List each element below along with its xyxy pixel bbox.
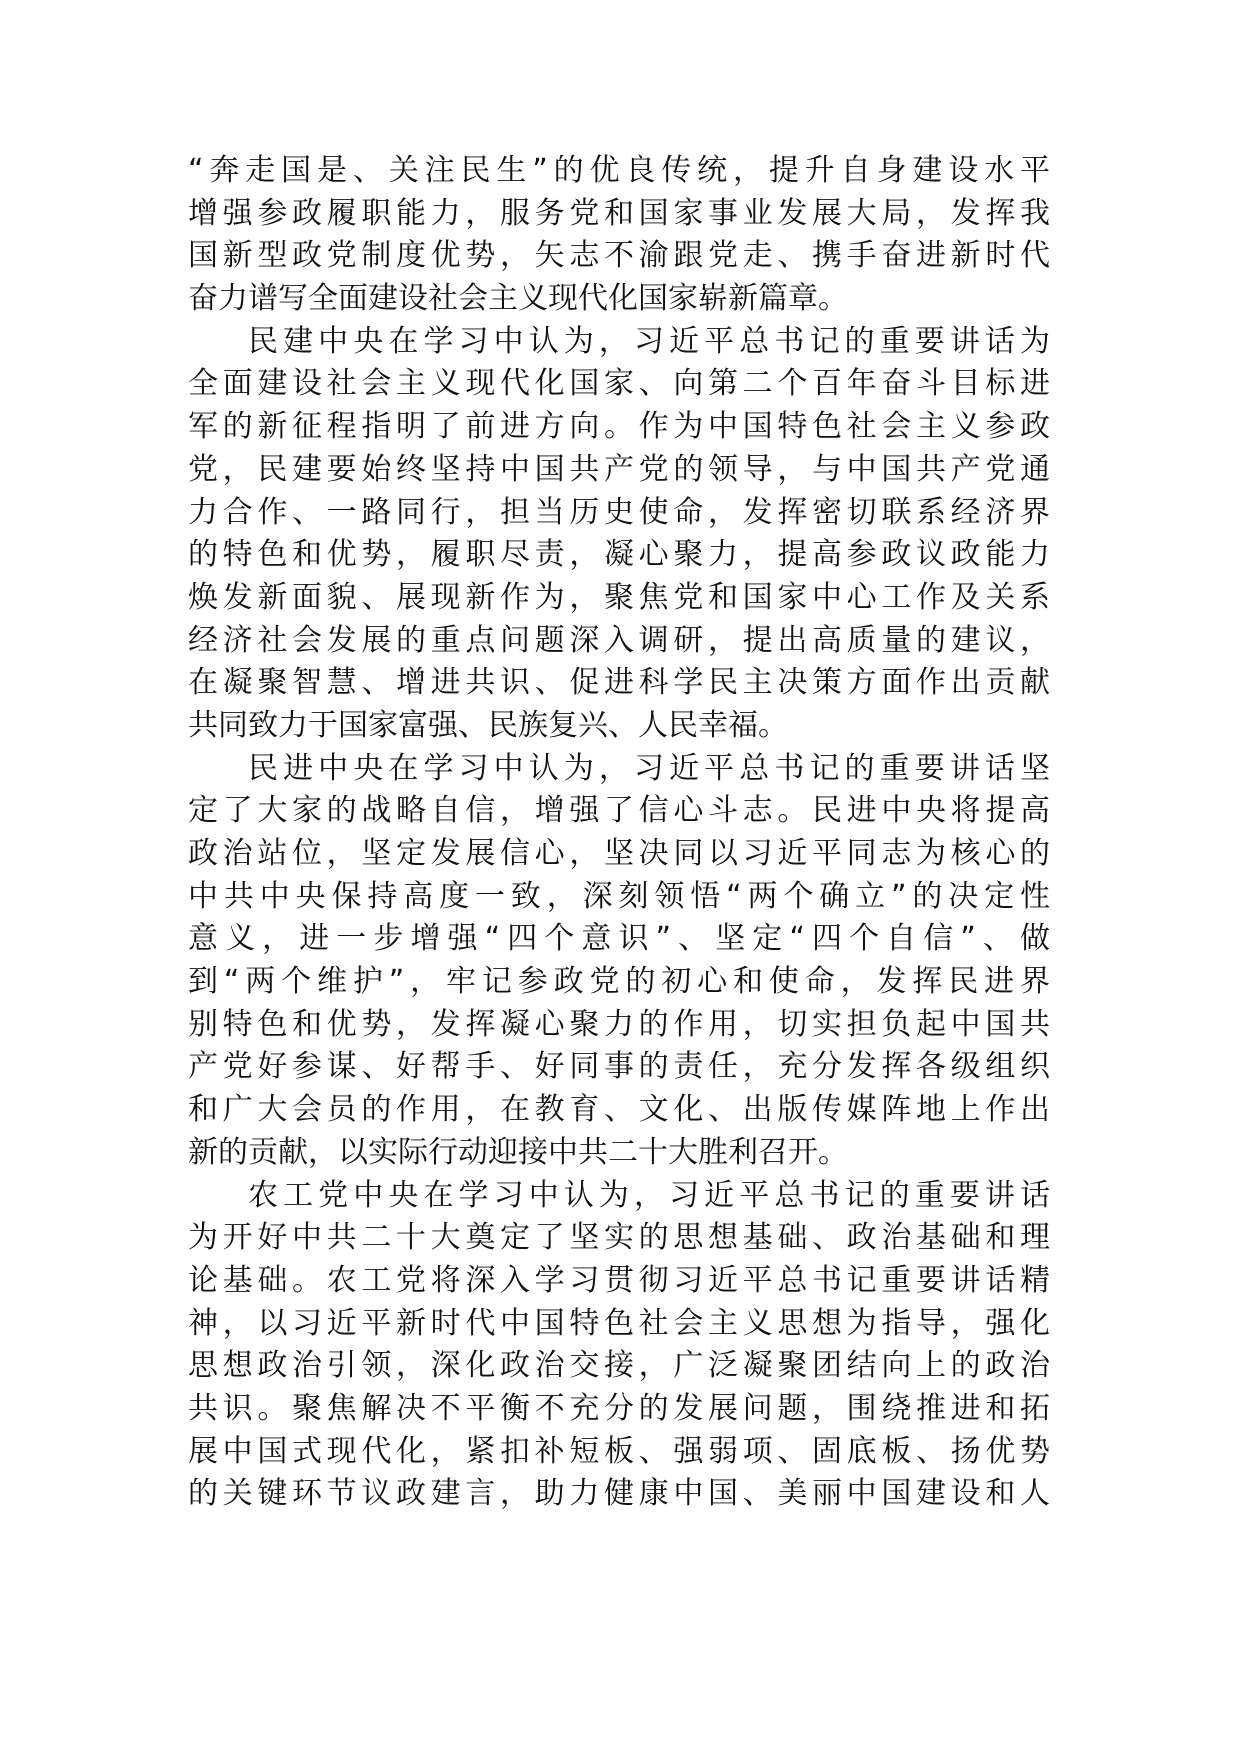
- text-line: 国新型政党制度优势，矢志不渝跟党走、携手奋进新时代: [188, 238, 1050, 274]
- text-line: 和广大会员的作用，在教育、文化、出版传媒阵地上作出: [188, 1092, 1050, 1128]
- text-line: 在凝聚智慧、增进共识、促进科学民主决策方面作出贡献: [188, 665, 1050, 701]
- text-line: 定了大家的战略自信，增强了信心斗志。民进中央将提高: [188, 793, 1050, 829]
- text-line: 的关键环节议政建言，助力健康中国、美丽中国建设和人: [188, 1476, 1050, 1512]
- text-line: 党，民建要始终坚持中国共产党的领导，与中国共产党通: [188, 451, 1050, 487]
- text-line: 意义，进一步增强“四个意识”、坚定“四个自信”、做: [188, 921, 1050, 957]
- text-line: 别特色和优势，发挥凝心聚力的作用，切实担负起中国共: [188, 1006, 1050, 1042]
- text-line: 政治站位，坚定发展信心，坚决同以习近平同志为核心的: [188, 836, 1050, 871]
- text-line: 产党好参谋、好帮手、好同事的责任，充分发挥各级组织: [188, 1049, 1050, 1085]
- text-line: 力合作、一路同行，担当历史使命，发挥密切联系经济界: [188, 494, 1050, 530]
- text-line: 共识。聚焦解决不平衡不充分的发展问题，围绕推进和拓: [188, 1390, 1050, 1426]
- text-line: 新的贡献，以实际行动迎接中共二十大胜利召开。: [188, 1134, 848, 1170]
- text-line: 为开好中共二十大奠定了坚实的思想基础、政治基础和理: [188, 1220, 1050, 1256]
- text-line: 民进中央在学习中认为，习近平总书记的重要讲话坚: [248, 750, 1050, 786]
- text-line: 民建中央在学习中认为，习近平总书记的重要讲话为: [248, 323, 1050, 359]
- paragraph: [188, 748, 1050, 1175]
- text-line: 经济社会发展的重点问题深入调研，提出高质量的建议，: [188, 622, 1050, 658]
- paragraph: [188, 1175, 1050, 1517]
- paragraph: [188, 150, 1050, 321]
- text-line: 军的新征程指明了前进方向。作为中国特色社会主义参政: [188, 409, 1050, 445]
- text-line: 焕发新面貌、展现新作为，聚焦党和国家中心工作及关系: [188, 579, 1050, 615]
- text-line: 思想政治引领，深化政治交接，广泛凝聚团结向上的政治: [188, 1348, 1050, 1384]
- text-line: 共同致力于国家富强、民族复兴、人民幸福。: [188, 707, 788, 743]
- text-line: 奋力谱写全面建设社会主义现代化国家崭新篇章。: [188, 281, 848, 317]
- text-line: 论基础。农工党将深入学习贯彻习近平总书记重要讲话精: [188, 1262, 1050, 1298]
- text-line: 中共中央保持高度一致，深刻领悟“两个确立”的决定性: [188, 878, 1050, 914]
- text-line: 农工党中央在学习中认为，习近平总书记的重要讲话: [248, 1177, 1050, 1213]
- body-text: [188, 150, 1050, 1516]
- text-line: 全面建设社会主义现代化国家、向第二个百年奋斗目标进: [188, 366, 1050, 402]
- text-line: 展中国式现代化，紧扣补短板、强弱项、固底板、扬优势: [188, 1433, 1050, 1469]
- text-line: “奔走国是、关注民生”的优良传统，提升自身建设水平: [188, 153, 1050, 188]
- text-line: 神，以习近平新时代中国特色社会主义思想为指导，强化: [188, 1305, 1050, 1341]
- paragraph: [188, 321, 1050, 748]
- text-line: 的特色和优势，履职尽责，凝心聚力，提高参政议政能力: [188, 537, 1050, 573]
- text-line: 到“两个维护”，牢记参政党的初心和使命，发挥民进界: [188, 964, 1050, 1000]
- text-line: 增强参政履职能力，服务党和国家事业发展大局，发挥我: [188, 195, 1050, 231]
